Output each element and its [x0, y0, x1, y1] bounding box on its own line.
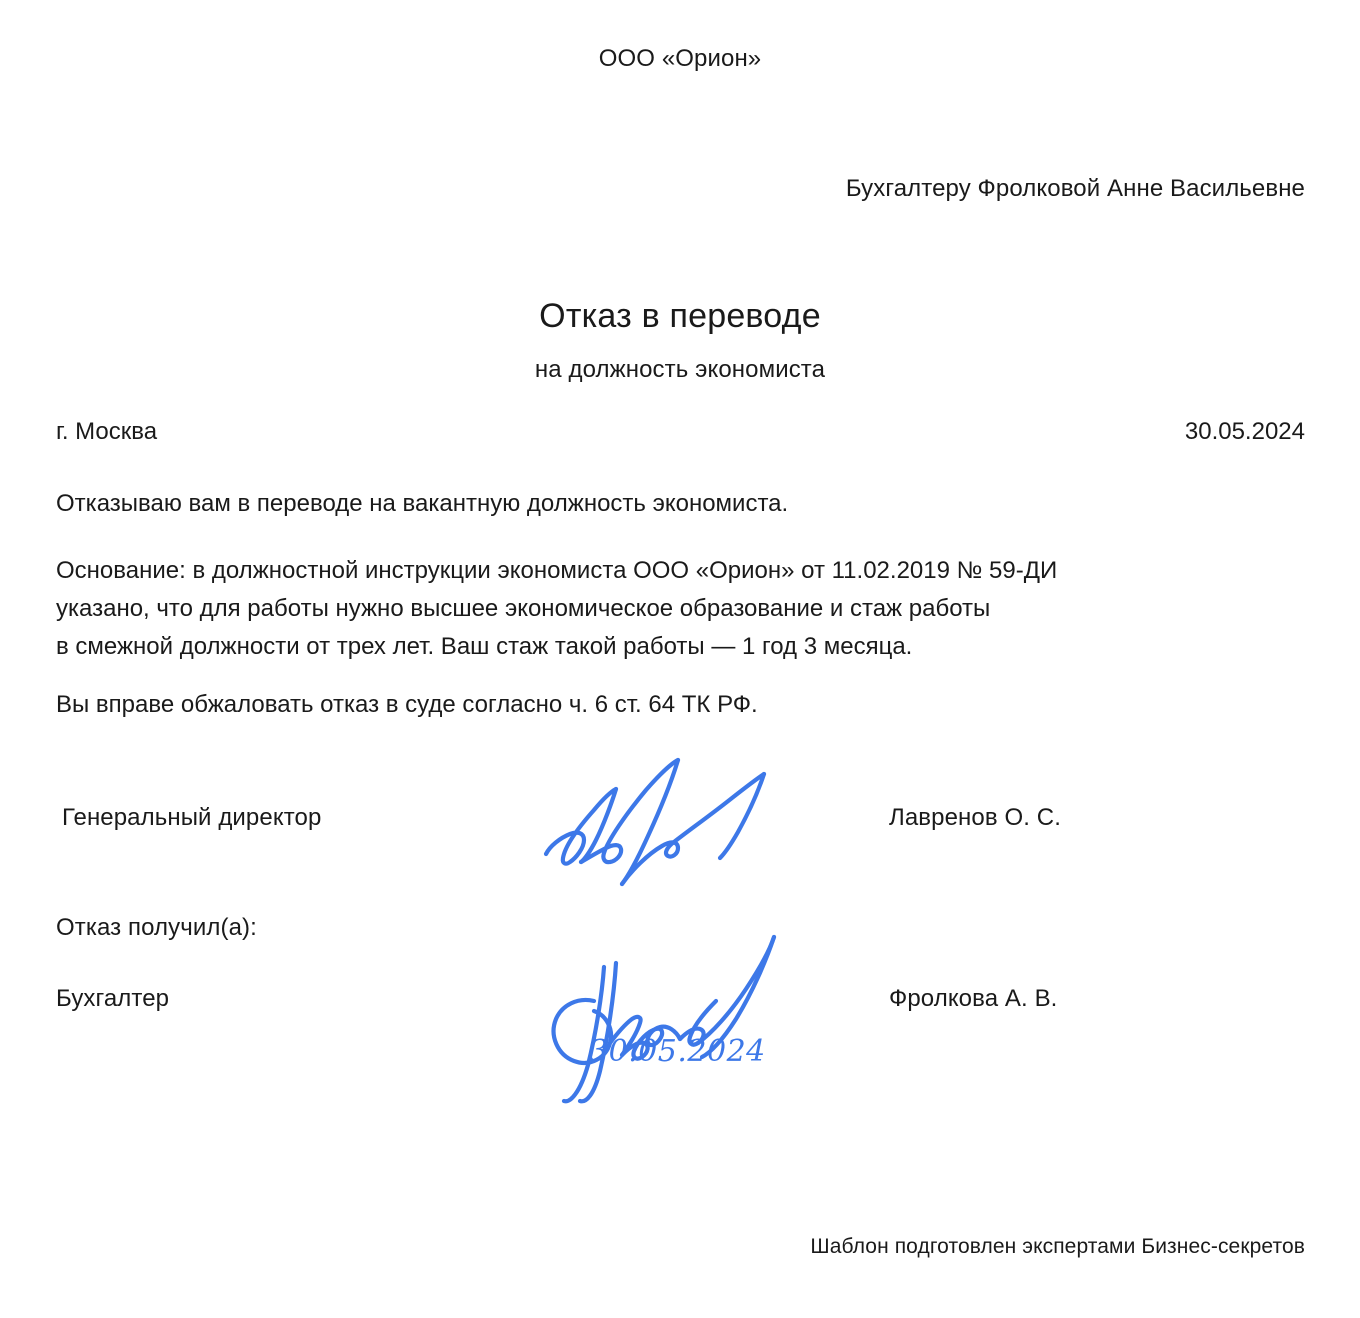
- paragraph-grounds-line-1: Основание: в должностной инструкции экономиста ООО «Орион» от 11.02.2019 № 59-ДИ: [56, 557, 1058, 584]
- director-name: Лавренов О. С.: [889, 804, 1061, 831]
- employee-name: Фролкова А. В.: [889, 985, 1058, 1012]
- document-date: 30.05.2024: [1184, 418, 1305, 445]
- document-title: Отказ в переводе: [539, 297, 821, 335]
- addressee-line: Бухгалтеру Фролковой Анне Васильевне: [845, 175, 1305, 202]
- director-role-label: Генеральный директор: [62, 804, 322, 831]
- employee-role-label: Бухгалтер: [56, 985, 170, 1012]
- paragraph-grounds: [56, 552, 1306, 666]
- paragraph-appeal-rights-line-1: Вы вправе обжаловать отказ в суде согласно ч. 6 ст. 64 ТК РФ.: [56, 691, 758, 718]
- paragraph-appeal-rights: [56, 686, 1306, 724]
- city-label: г. Москва: [56, 418, 158, 445]
- paragraph-grounds-line-2: указано, что для работы нужно высшее экономическое образование и стаж работы: [56, 595, 991, 622]
- document-subtitle: на должность экономиста: [534, 356, 826, 383]
- employee-signature-ink: [520, 905, 820, 1105]
- organization-name: ООО «Орион»: [598, 45, 762, 72]
- footer-credit: Шаблон подготовлен экспертами Бизнес-секретов: [810, 1235, 1305, 1258]
- paragraph-grounds-line-3: в смежной должности от трех лет. Ваш стаж такой работы — 1 год 3 месяца.: [56, 633, 913, 660]
- handwritten-date: 30.05.2024: [589, 1034, 766, 1069]
- director-signature-ink: [526, 736, 794, 906]
- paragraph-refusal-line-1: Отказываю вам в переводе на вакантную должность экономиста.: [56, 490, 789, 517]
- city-date-row: [56, 420, 1305, 444]
- received-label: Отказ получил(а):: [56, 914, 257, 941]
- paragraph-refusal: [56, 485, 1306, 523]
